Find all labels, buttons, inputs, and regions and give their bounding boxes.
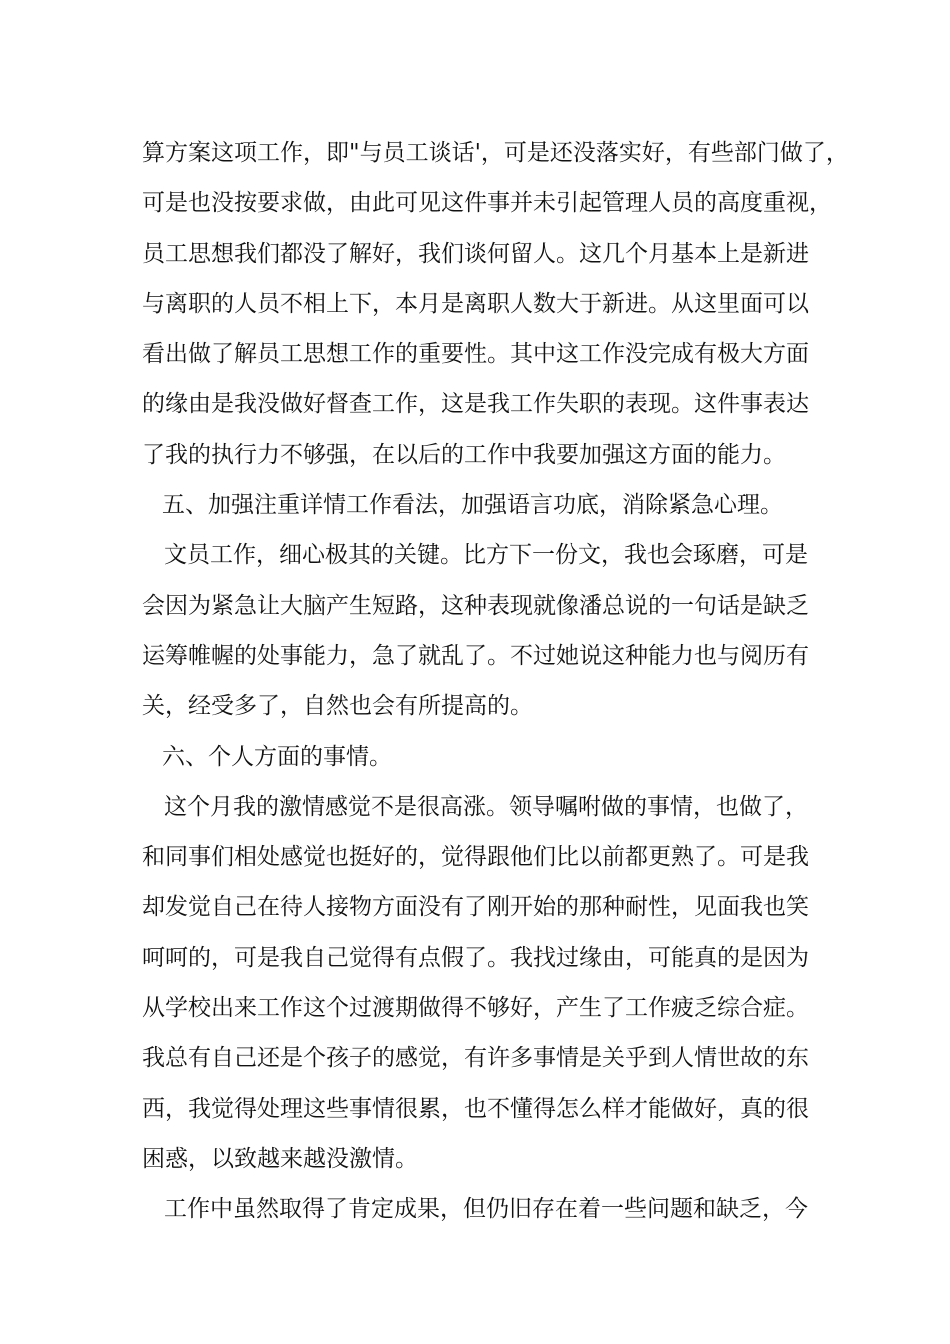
text-line: 员工思想我们都没了解好，我们谈何留人。这几个月基本上是新进 — [142, 240, 809, 267]
text-line: 文员工作，细心极其的关键。比方下一份文，我也会琢磨，可是 — [164, 542, 808, 569]
text-line: 关，经受多了，自然也会有所提高的。 — [142, 693, 533, 720]
text-line: 可是也没按要求做，由此可见这件事并未引起管理人员的高度重视， — [142, 190, 832, 217]
text-line: 会因为紧急让大脑产生短路，这种表现就像潘总说的一句话是缺乏 — [142, 592, 809, 619]
text-line: 算方案这项工作，即"与员工谈话'，可是还没落实好，有些部门做了， — [142, 140, 849, 166]
text-line: 与离职的人员不相上下，本月是离职人数大于新进。从这里面可以 — [142, 290, 809, 317]
text-line: 这个月我的激情感觉不是很高涨。领导嘱咐做的事情，也做了， — [164, 793, 808, 820]
text-line: 了我的执行力不够强，在以后的工作中我要加强这方面的能力。 — [142, 441, 786, 468]
text-line: 的缘由是我没做好督查工作，这是我工作失职的表现。这件事表达 — [142, 391, 809, 418]
body-text — [142, 128, 849, 1235]
text-line: 西，我觉得处理这些事情很累，也不懂得怎么样才能做好，真的很 — [142, 1095, 809, 1122]
text-line: 却发觉自己在待人接物方面没有了刚开始的那种耐性，见面我也笑 — [142, 894, 809, 921]
text-line: 工作中虽然取得了肯定成果，但仍旧存在着一些问题和缺乏，今 — [164, 1196, 808, 1223]
text-line: 我总有自己还是个孩子的感觉，有许多事情是关乎到人情世故的东 — [142, 1045, 809, 1072]
text-line: 困惑，以致越来越没激情。 — [142, 1145, 418, 1172]
text-line: 看出做了解员工思想工作的重要性。其中这工作没完成有极大方面 — [142, 341, 809, 368]
section-heading: 六、个人方面的事情。 — [162, 743, 392, 770]
text-line: 运筹帷幄的处事能力，急了就乱了。不过她说这种能力也与阅历有 — [142, 642, 809, 669]
section-heading: 五、加强注重详情工作看法，加强语言功底，消除紧急心理。 — [162, 492, 783, 519]
text-line: 从学校出来工作这个过渡期做得不够好，产生了工作疲乏综合症。 — [142, 995, 809, 1022]
text-line: 和同事们相处感觉也挺好的，觉得跟他们比以前都更熟了。可是我 — [142, 844, 809, 871]
text-line: 呵呵的，可是我自己觉得有点假了。我找过缘由，可能真的是因为 — [142, 944, 809, 971]
